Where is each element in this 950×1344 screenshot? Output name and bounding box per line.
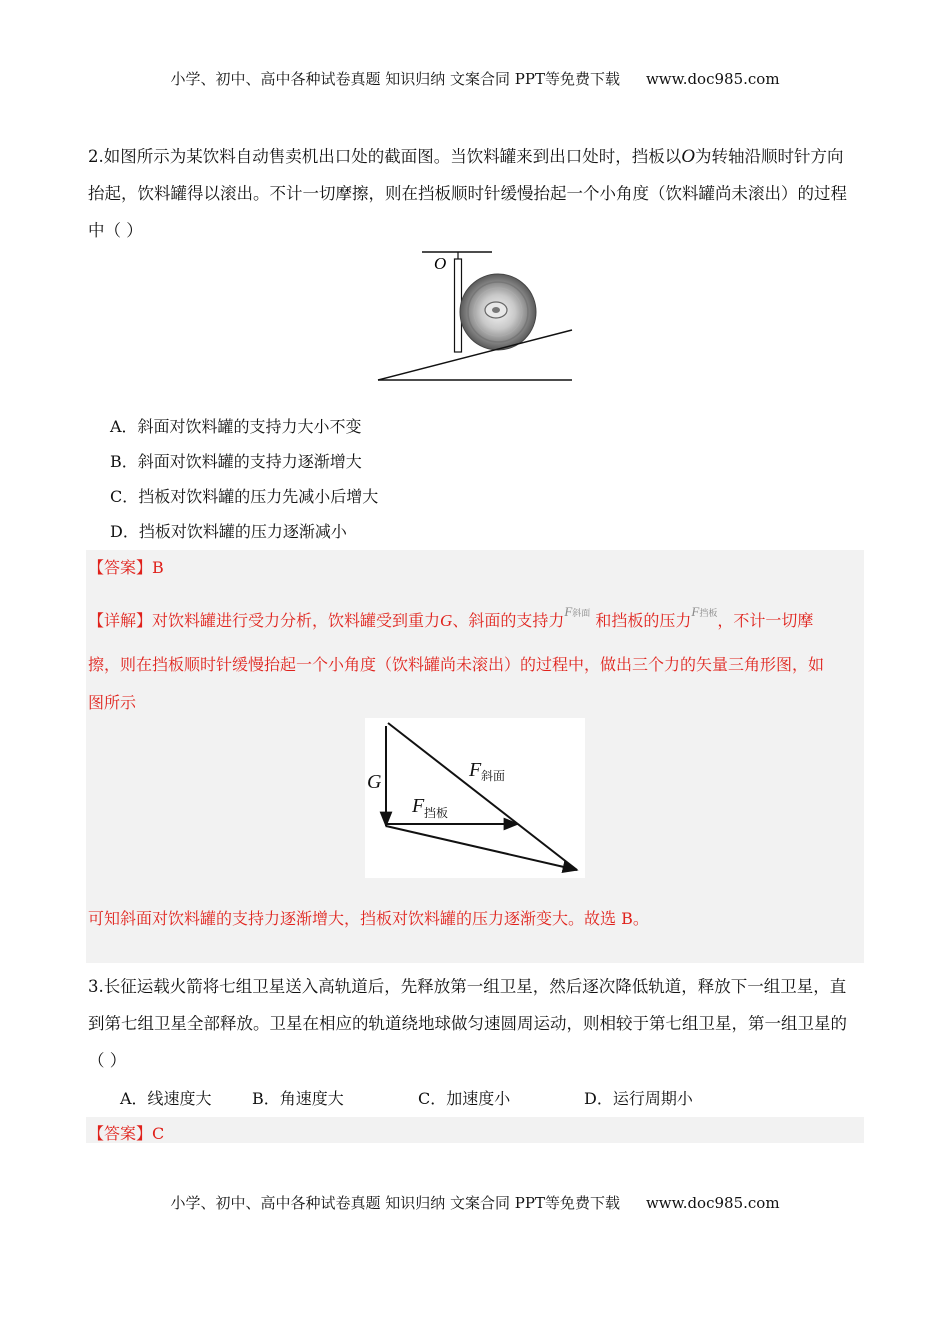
q3-line-3: （ ）	[88, 1051, 127, 1070]
q2-line-3: 中（ ）	[88, 221, 143, 240]
q2-option-b: B．斜面对饮料罐的支持力逐渐增大	[110, 452, 362, 471]
f-board-label-sub: 挡板	[424, 806, 449, 820]
q2-line-1: 2.如图所示为某饮料自动售卖机出口处的截面图。当饮料罐来到出口处时，挡板以O为转轴沿顺时针方向	[88, 146, 844, 167]
q2-detail-line-1: 【详解】对饮料罐进行受力分析，饮料罐受到重力G、斜面的支持力$^{F斜面}$ 和挡板的压力$^{F挡板}$，不计一切摩	[88, 604, 814, 630]
diagram-background	[365, 718, 585, 878]
footer-site[interactable]: www.doc985.com	[645, 1194, 780, 1212]
q3-line-1: 3.长征运载火箭将七组卫星送入高轨道后，先释放第一组卫星，然后逐次降低轨道，释放下一组卫星，直	[88, 977, 847, 996]
q2-detail-line-2: 擦，则在挡板顺时针缓慢抬起一个小角度（饮料罐尚未滚出）的过程中，做出三个力的矢量三角形图，如	[88, 655, 825, 674]
q2-option-c: C．挡板对饮料罐的压力先减小后增大	[110, 487, 379, 506]
q3-answer	[88, 1121, 164, 1144]
can-tab-hole	[492, 307, 500, 313]
q3-option-d: D．运行周期小	[584, 1089, 693, 1108]
q2-option-a: A．斜面对饮料罐的支持力大小不变	[110, 417, 362, 436]
pivot-o-label: O	[434, 254, 447, 273]
q2-detail-line-3: 图所示	[88, 693, 137, 712]
pivot-o-symbol: O	[681, 146, 695, 167]
q3-answer-value: C	[152, 1124, 165, 1143]
page-footer	[0, 1192, 950, 1213]
answer-label: 【答案】	[88, 558, 153, 577]
f-slope-symbol: F	[564, 604, 573, 619]
f-slope-label-sub: 斜面	[481, 769, 506, 783]
detail-label: 【详解】	[88, 611, 153, 630]
q2-answer	[88, 555, 164, 578]
q2-line-2: 抬起，饮料罐得以滚出。不计一切摩擦，则在挡板顺时针缓慢抬起一个小角度（饮料罐尚未滚出）的过程	[88, 184, 847, 203]
force-triangle-diagram	[365, 718, 585, 878]
f-slope-subscript: 斜面	[572, 609, 591, 619]
q3-option-b: B．角速度大	[252, 1089, 344, 1108]
question-3-stem	[88, 968, 868, 1079]
gravity-symbol: G	[440, 611, 453, 630]
q3-option-a: A．线速度大	[120, 1089, 212, 1108]
g-label: G	[367, 771, 382, 793]
header-text: 小学、初中、高中各种试卷真题 知识归纳 文案合同 PPT等免费下载	[170, 70, 620, 88]
q2-conclusion: 可知斜面对饮料罐的支持力逐渐增大，挡板对饮料罐的压力逐渐变大。故选 B。	[88, 909, 649, 928]
f-board-symbol: F	[691, 604, 700, 619]
f-board-label: F	[412, 795, 425, 817]
q3-answer-label: 【答案】	[88, 1124, 153, 1143]
footer-text: 小学、初中、高中各种试卷真题 知识归纳 文案合同 PPT等免费下载	[170, 1194, 620, 1212]
f-slope-label: F	[469, 759, 482, 781]
f-board-subscript: 挡板	[699, 609, 718, 619]
answer-value: B	[152, 558, 164, 577]
page-header	[0, 68, 950, 89]
header-site[interactable]: www.doc985.com	[645, 70, 780, 88]
q2-option-d: D．挡板对饮料罐的压力逐渐减小	[110, 522, 347, 541]
q3-option-c: C．加速度小	[418, 1089, 511, 1108]
q3-line-2: 到第七组卫星全部释放。卫星在相应的轨道绕地球做匀速圆周运动，则相较于第七组卫星，第一组卫星的	[88, 1014, 847, 1033]
q3-answer-panel	[86, 1117, 864, 1143]
vending-outlet-figure	[370, 246, 580, 386]
question-2-stem	[88, 138, 868, 249]
